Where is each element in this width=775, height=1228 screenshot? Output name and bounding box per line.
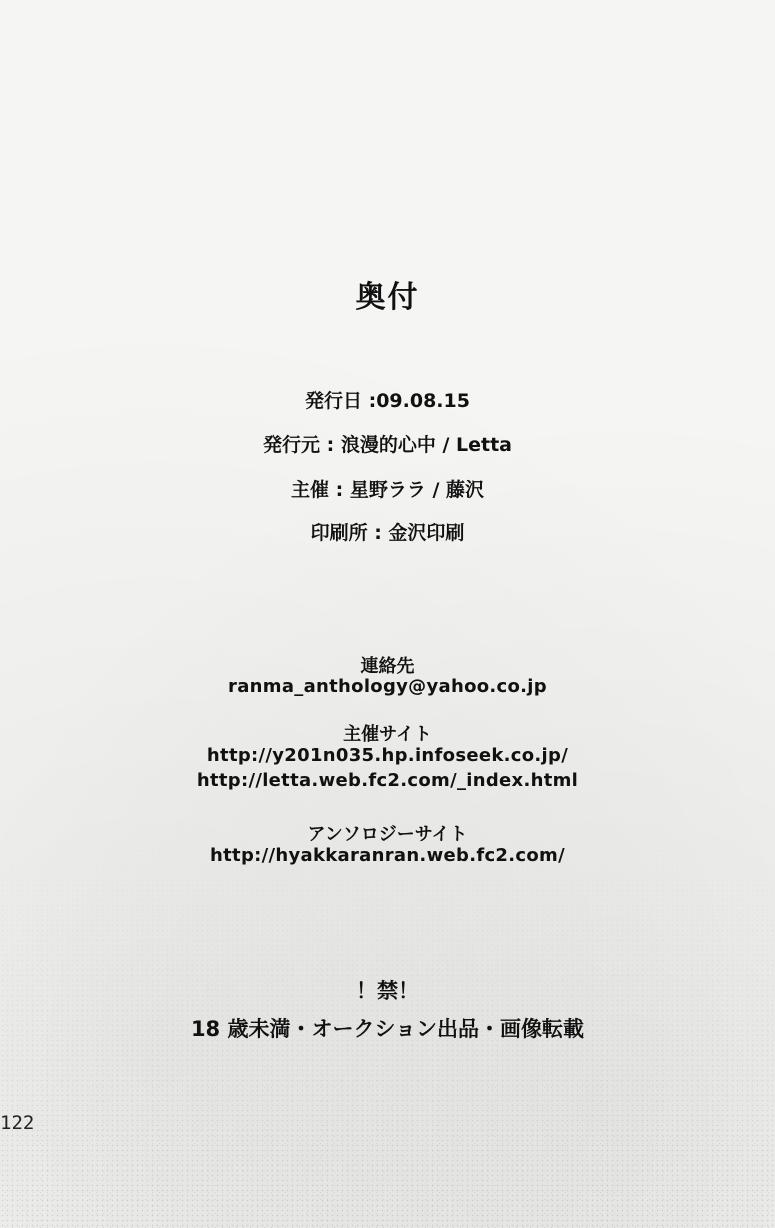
page-title: 奥付 [355,280,420,315]
publisher: 発行元 : 浪漫的心中 / Letta [263,434,512,456]
prohibition-text: 18 歳未満・オークション出品・画像転載 [190,1017,585,1041]
contact-label: 連絡先 [360,656,415,677]
contact-email: ranma_anthology@yahoo.co.jp [228,676,547,697]
organizer-site-url-1: http://y201n035.hp.infoseek.co.jp/ [206,745,569,766]
page-number: 122 [0,1112,35,1134]
anthology-site-label: アンソロジーサイト [307,824,468,845]
issue-date: 発行日 :09.08.15 [305,390,470,412]
anthology-site-url: http://hyakkaranran.web.fc2.com/ [210,845,565,866]
prohibition-title: ！禁！ [356,979,419,1003]
organizer-site-url-2: http://letta.web.fc2.com/_index.html [196,770,579,791]
organizer-sites-label: 主催サイト [343,724,432,745]
printer: 印刷所 : 金沢印刷 [310,522,465,544]
organizer: 主催 : 星野ララ / 藤沢 [291,479,484,501]
